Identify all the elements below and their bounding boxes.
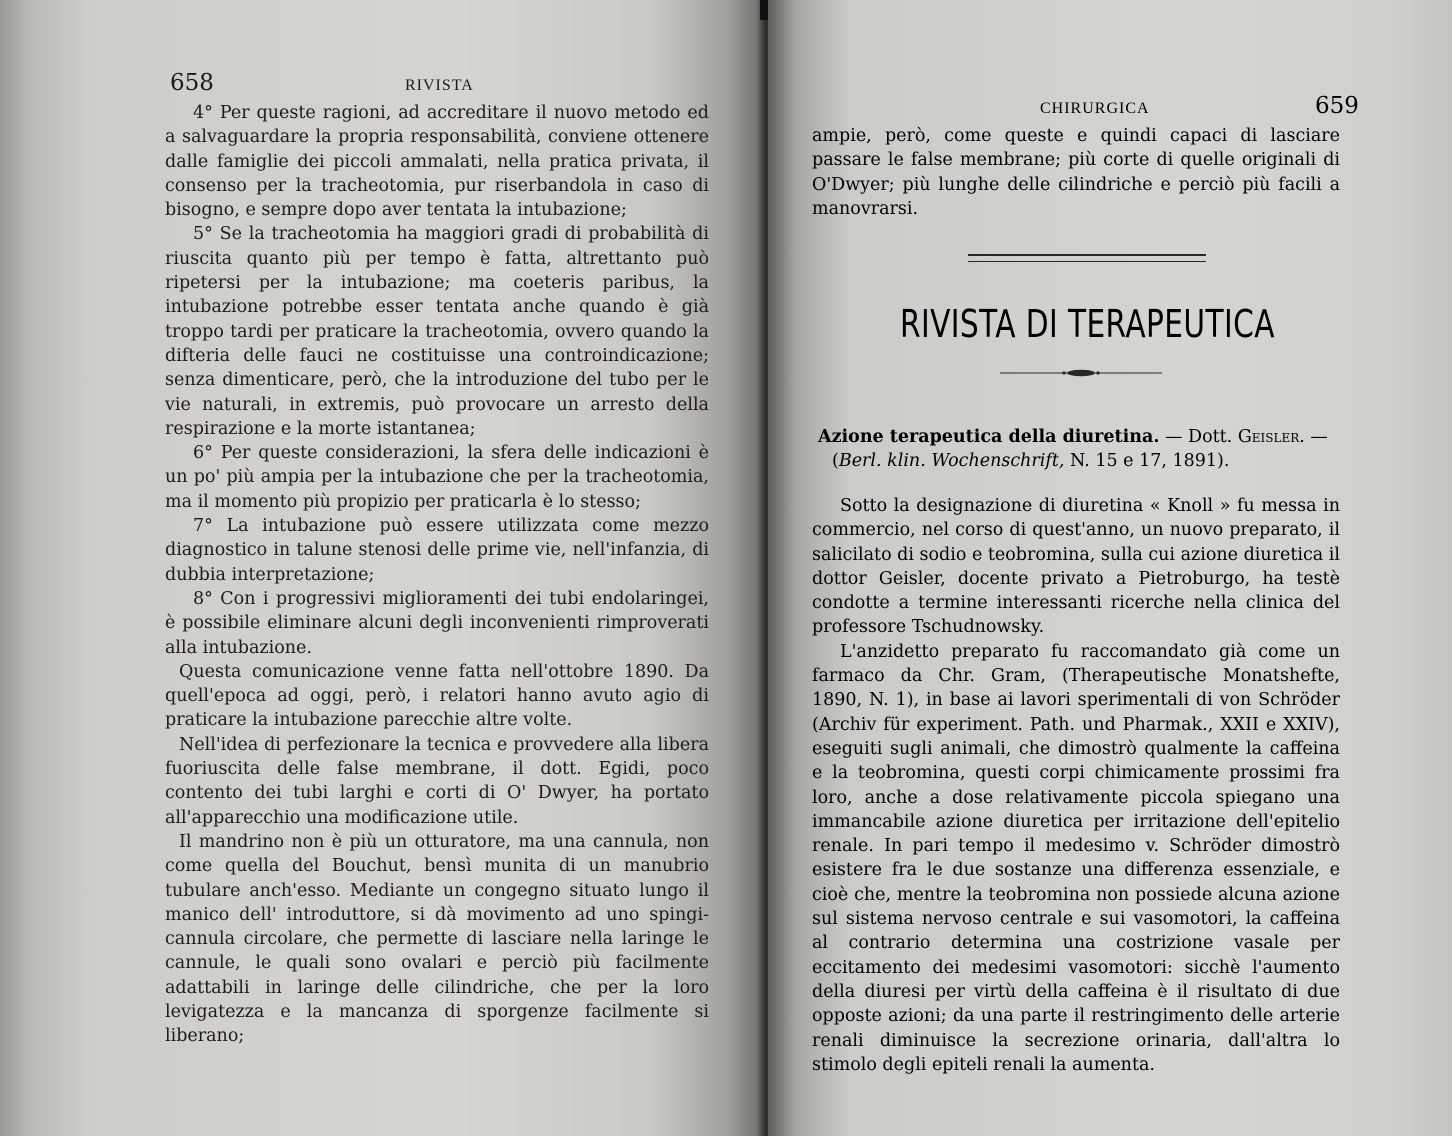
article-dash: — Dott.: [1159, 427, 1238, 447]
paragraph: 8° Con i progressivi miglioramenti dei tubi endolaringei, è possibile eliminare alcuni degli inconvenienti rimproverati alla intubazione.: [165, 588, 709, 658]
paragraph: Il mandrino non è più un otturatore, ma una cannula, non come quella del Bouchut, bensì munita di un manubrio tubulare anch'esso. Mediante un congegno situato lungo il manico dell' introduttore, si dà movimento ad uno spingi-cannula circolare, che permette di lasciare nella laringe le cannule, le quali sono ovalari e perciò più facilmente adattabili in laringe delle cilindriche, che per la loro levigatezza e la mancanza di sporgenze facilmente si liberano;: [165, 831, 709, 1047]
article-source: [818, 449, 1340, 473]
paragraph: L'anzidetto preparato fu raccomandato già come un farmaco da Chr. Gram, (Therapeutische Monatshefte, 1890, N. 1), in base ai lavori sperimentali di von Schröder (Archiv für experiment. Path. und Pharmak., XXII e XXIV), eseguiti sugli animali, che dimostrò qualmente la caffeina e la teobromina, questi corpi chimicamente prossimi fra loro, anche a dose relativamente piccola spiegano una immancabile azione diuretica per irritazione dell'epitelio renale. In pari tempo il medesimo v. Schröder dimostrò esistere fra le due sostanze una differenza essenziale, e cioè che, mentre la teobromina non possiede alcuna azione sul sistema nervoso centrale e sui vasomotori, la caffeina al contrario determina una costrizione vasale per eccitamento dei medesimi vasomotori: sicchè l'aumento della diuresi per virtù della caffeina è il risultato di due opposte azioni; da una parte il restringimento delle arterie renali diminuisce la secrezione orinaria, dall'altra lo stimolo degli epiteli renali la aumenta.: [812, 641, 1340, 1075]
ornament-divider: [1000, 368, 1162, 378]
source-journal: Berl. klin. Wochenschrift,: [838, 451, 1065, 472]
paragraph: 7° La intubazione può essere utilizzata come mezzo diagnostico in talune stenosi delle prime vie, nell'infanzia, di dubbia interpretazione;: [165, 516, 709, 585]
right-body-text: [812, 494, 1340, 1077]
article-title-line: [818, 425, 1340, 449]
continuation-text: ampie, però, come queste e quindi capaci di lasciare passare le false membrane; più corte di quelle originali di O'Dwyer; più lunghe delle cilindriche e perciò più facili a manovrarsi.: [812, 126, 1340, 219]
article-title: Azione terapeutica della diuretina.: [818, 427, 1160, 447]
paragraph: Nell'idea di perfezionare la tecnica e provvedere alla libera fuoriuscita delle false membrane, il dott. Egidi, poco contento dei tubi larghi e corti di O' Dwyer, ha portato all'apparecchio una modificazione utile.: [165, 734, 709, 828]
source-paren: (: [832, 451, 839, 472]
article-author: Geisler.: [1237, 427, 1305, 447]
paragraph: Sotto la designazione di diuretina « Knoll » fu messa in commercio, nel corso di quest'anno, un nuovo preparato, il salicilato di sodio e teobromina, sulla cui azione diuretica il dottor Geisler, docente privato a Pietroburgo, ha testè condotte a termine interessanti ricerche nella clinica del professore Tschudnowsky.: [812, 496, 1340, 638]
page-number: 658: [170, 70, 214, 96]
paragraph: 5° Se la tracheotomia ha maggiori gradi di probabilità di riuscita quanto più per tempo è fatta, altrettanto può ripetersi per la intubazione; ma coeteris paribus, la intubazione potrebbe esser tentata anche quando è già troppo tardi per praticare la tracheotomia, ovvero quando la difteria delle fauci ne costituisse una controindicazione; senza dimenticare, però, che la introduzione del tubo per le vie naturali, in extremis, può provocare un arresto della respirazione e la morte istantanea;: [165, 224, 709, 439]
source-rest: N. 15 e 17, 1891).: [1064, 451, 1230, 472]
left-body-text: [165, 101, 709, 1049]
paragraph: 6° Per queste considerazioni, la sfera delle indicazioni è un po' più ampia per la intubazione che per la tracheotomia, ma il momento più propizio per praticarla è lo stesso;: [165, 443, 709, 512]
running-head: CHIRURGICA: [1040, 100, 1150, 117]
paragraph: Questa comunicazione venne fatta nell'ottobre 1890. Da quell'epoca ad oggi, però, i relatori hanno avuto agio di praticare la intubazione parecchie altre volte.: [165, 661, 709, 731]
section-title: RIVISTA DI TERAPEUTICA: [900, 302, 1275, 346]
double-rule-divider: [968, 254, 1206, 262]
paragraph: 4° Per queste ragioni, ad accreditare il nuovo metodo ed a salvaguardare la propria responsabilità, conviene ottenere dalle famiglie dei piccoli ammalati, nella pratica privata, il consenso per la tracheotomia, pur riserbandola in caso di bisogno, e sempre dopo aver tentata la intubazione;: [165, 103, 709, 221]
page-number: 659: [1315, 93, 1359, 119]
running-head: RIVISTA: [405, 77, 474, 94]
article-dash: —: [1304, 427, 1328, 447]
article-heading: [818, 425, 1340, 474]
